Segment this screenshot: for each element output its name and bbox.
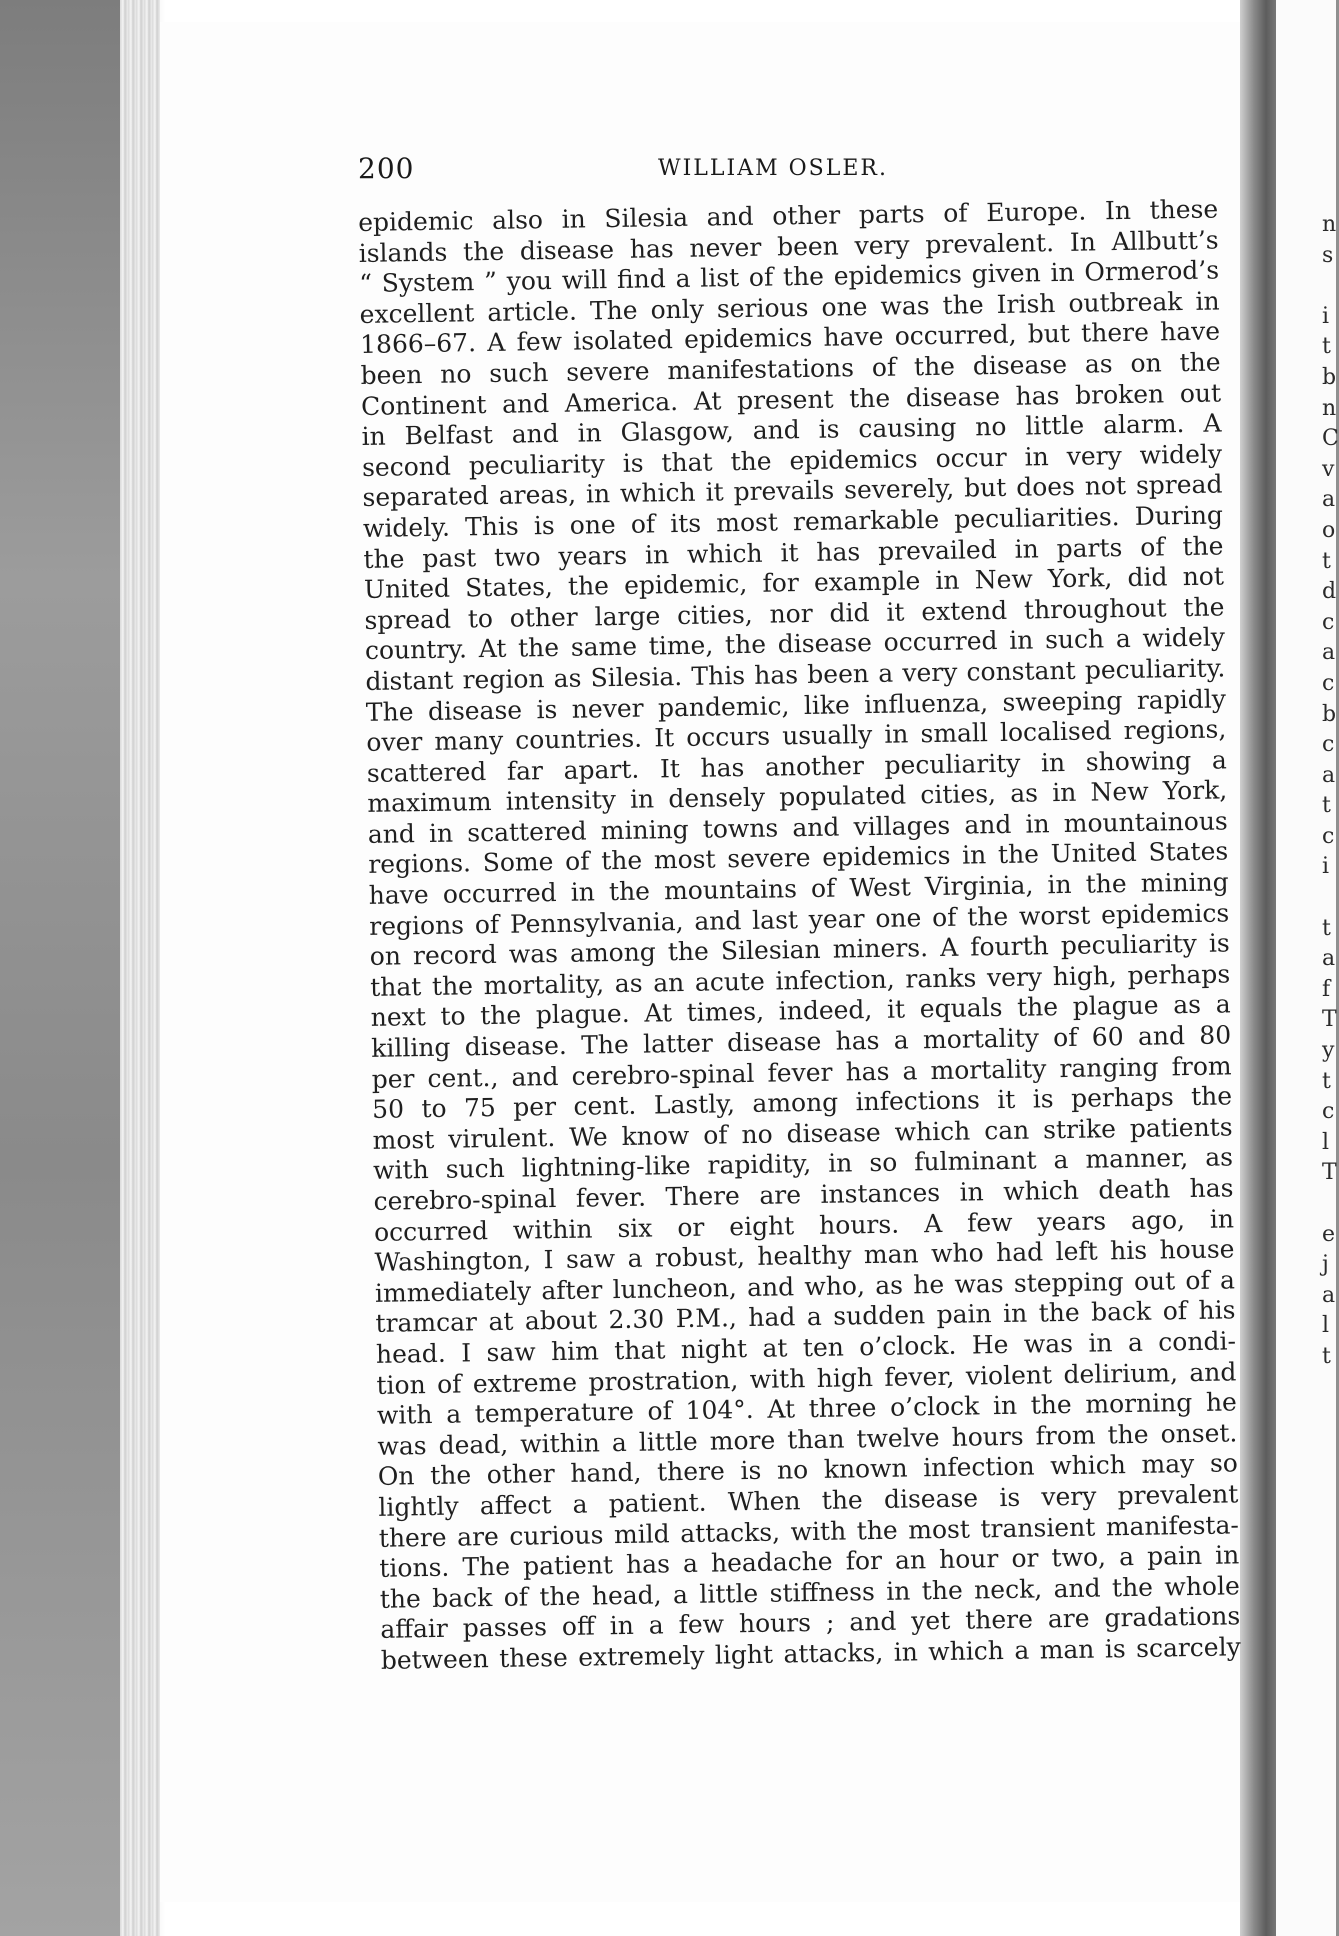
text-line: with such lightning-like rapidity, in so fulminant a manner, as: [372, 1142, 1234, 1186]
margin-char: e: [1322, 1221, 1336, 1247]
running-head: WILLIAM OSLER.: [658, 156, 888, 181]
margin-char: t: [1322, 1068, 1331, 1094]
margin-char: n: [1322, 212, 1337, 237]
text-line: have occurred in the mountains of West Virginia, in the mining: [368, 867, 1229, 910]
text-line: United States, the epidemic, for example in New York, did not: [363, 561, 1225, 605]
text-line: 1866–67. A few isolated epidemics have occurred, but there have: [359, 316, 1221, 360]
text-line: that the mortality, as an acute infection, ranks very high, perhaps: [370, 959, 1231, 1002]
margin-char: c: [1322, 732, 1335, 758]
text-line: the past two years in which it has prevailed in parts of the: [363, 530, 1224, 574]
margin-char: b: [1322, 364, 1337, 390]
text-line: widely. This is one of its most remarkable peculiarities. During: [362, 500, 1224, 543]
margin-char: v: [1322, 456, 1335, 482]
text-line: distant region as Silesia. This has been a very constant peculiarity.: [365, 653, 1226, 696]
text-line: The disease is never pandemic, like influenza, sweeping rapidly: [365, 683, 1227, 727]
text-line: tion of extreme prostration, with high fever, violent delirium, and: [376, 1356, 1237, 1400]
text-line: epidemic also in Silesia and other parts of Europe. In these: [358, 194, 1219, 237]
text-line: immediately after luncheon, and who, as he was stepping out of a: [374, 1265, 1236, 1308]
text-line: affair passes off in a few hours ; and yet there are gradations: [380, 1601, 1241, 1645]
text-line: with a temperature of 104°. At three o’clock in the morning he: [376, 1387, 1238, 1431]
margin-char: b: [1322, 701, 1337, 727]
margin-char: C: [1322, 426, 1339, 452]
margin-char: t: [1322, 915, 1331, 941]
text-line: head. I saw him that night at ten o’clock. He was in a condi-: [375, 1326, 1237, 1369]
margin-char: d: [1322, 579, 1337, 605]
text-line: next to the plague. At times, indeed, it equals the plague as a: [370, 989, 1231, 1033]
margin-char: t: [1322, 1343, 1331, 1369]
margin-char: s: [1322, 242, 1334, 268]
text-line: separated areas, in which it prevails severely, but does not spread: [362, 469, 1223, 513]
margin-char: t: [1322, 548, 1331, 574]
margin-char: [1322, 271, 1336, 302]
text-line: regions. Some of the most severe epidemics in the United States: [368, 836, 1229, 880]
margin-char: o: [1322, 517, 1336, 543]
text-line: on record was among the Silesian miners. A fourth peculiarity is: [369, 928, 1230, 972]
text-line: was dead, within a little more than twelve hours from the onset.: [377, 1418, 1238, 1461]
margin-char: a: [1322, 640, 1336, 666]
margin-char: c: [1322, 823, 1335, 849]
margin-char: j: [1322, 1252, 1329, 1278]
page-header: [358, 152, 1258, 192]
margin-char: a: [1322, 762, 1336, 788]
margin-char: c: [1322, 1099, 1335, 1125]
text-line: most virulent. We know of no disease which can strike patients: [372, 1112, 1233, 1155]
text-line: scattered far apart. It has another peculiarity in showing a: [366, 745, 1227, 788]
margin-char: l: [1322, 1313, 1330, 1339]
text-line: regions of Pennsylvania, and last year one of the worst epidemics: [369, 898, 1230, 941]
margin-char: f: [1322, 976, 1331, 1002]
text-line: per cent., and cerebro-spinal fever has a mortality ranging from: [371, 1051, 1232, 1094]
page-number: 200: [358, 152, 415, 185]
text-line: over many countries. It occurs usually in small localised regions,: [366, 714, 1227, 758]
margin-char: T: [1322, 1160, 1337, 1186]
next-page-margin-text: [1322, 210, 1339, 1373]
text-line: in Belfast and in Glasgow, and is causing no little alarm. A: [361, 408, 1222, 452]
text-line: cerebro-spinal fever. There are instances in which death has: [373, 1173, 1234, 1216]
text-line: Continent and America. At present the disease has broken out: [360, 378, 1222, 421]
text-line: the back of the head, a little stiffness in the neck, and the whole: [379, 1571, 1240, 1614]
margin-char: c: [1322, 609, 1335, 635]
margin-char: [1322, 883, 1336, 914]
text-line: tramcar at about 2.30 P.M., had a sudden pain in the back of his: [375, 1295, 1236, 1339]
margin-char: T: [1322, 1007, 1337, 1033]
margin-char: a: [1322, 487, 1336, 513]
margin-char: i: [1322, 303, 1330, 329]
text-line: spread to other large cities, nor did it extend throughout the: [364, 592, 1225, 635]
margin-char: i: [1322, 854, 1330, 880]
text-line: second peculiarity is that the epidemics occur in very widely: [361, 439, 1223, 482]
text-line: lightly affect a patient. When the disease is very prevalent: [378, 1479, 1239, 1522]
text-line: killing disease. The latter disease has a mortality of 60 and 80: [370, 1020, 1232, 1063]
margin-char: c: [1322, 670, 1335, 696]
margin-char: n: [1322, 395, 1337, 421]
margin-char: y: [1322, 1038, 1335, 1064]
page-edges: [120, 0, 160, 1936]
text-line: country. At the same time, the disease occurred in such a widely: [364, 622, 1226, 666]
text-line: 50 to 75 per cent. Lastly, among infections it is perhaps the: [371, 1081, 1233, 1125]
text-line: maximum intensity in densely populated cities, as in New York,: [367, 775, 1228, 819]
text-line: been no such severe manifestations of the disease as on the: [360, 347, 1221, 390]
text-line: islands the disease has never been very prevalent. In Allbutt’s: [358, 225, 1219, 268]
text-line: excellent article. The only serious one was the Irish outbreak in: [359, 286, 1220, 329]
text-line: there are curious mild attacks, with the most transient manifesta-: [378, 1509, 1240, 1553]
margin-char: l: [1322, 1129, 1330, 1155]
text-line: tions. The patient has a headache for an hour or two, a pain in: [379, 1540, 1240, 1583]
text-line: Washington, I saw a robust, healthy man who had left his house: [374, 1234, 1235, 1278]
text-line: and in scattered mining towns and villages and in mountainous: [367, 806, 1228, 849]
margin-char: a: [1322, 1282, 1336, 1308]
margin-char: t: [1322, 793, 1331, 819]
text-line: between these extremely light attacks, in which a man is scarcely: [380, 1632, 1241, 1675]
margin-char: t: [1322, 334, 1331, 360]
text-line: occurred within six or eight hours. A few years ago, in: [373, 1203, 1235, 1247]
body-text: [358, 194, 1241, 1676]
text-line: On the other hand, there is no known infection which may so: [377, 1448, 1239, 1492]
gutter-shadow: [1240, 0, 1276, 1936]
margin-char: a: [1322, 946, 1336, 972]
margin-char: [1322, 1189, 1336, 1220]
text-line: “ System ” you will find a list of the epidemics given in Ormerod’s: [358, 255, 1220, 299]
